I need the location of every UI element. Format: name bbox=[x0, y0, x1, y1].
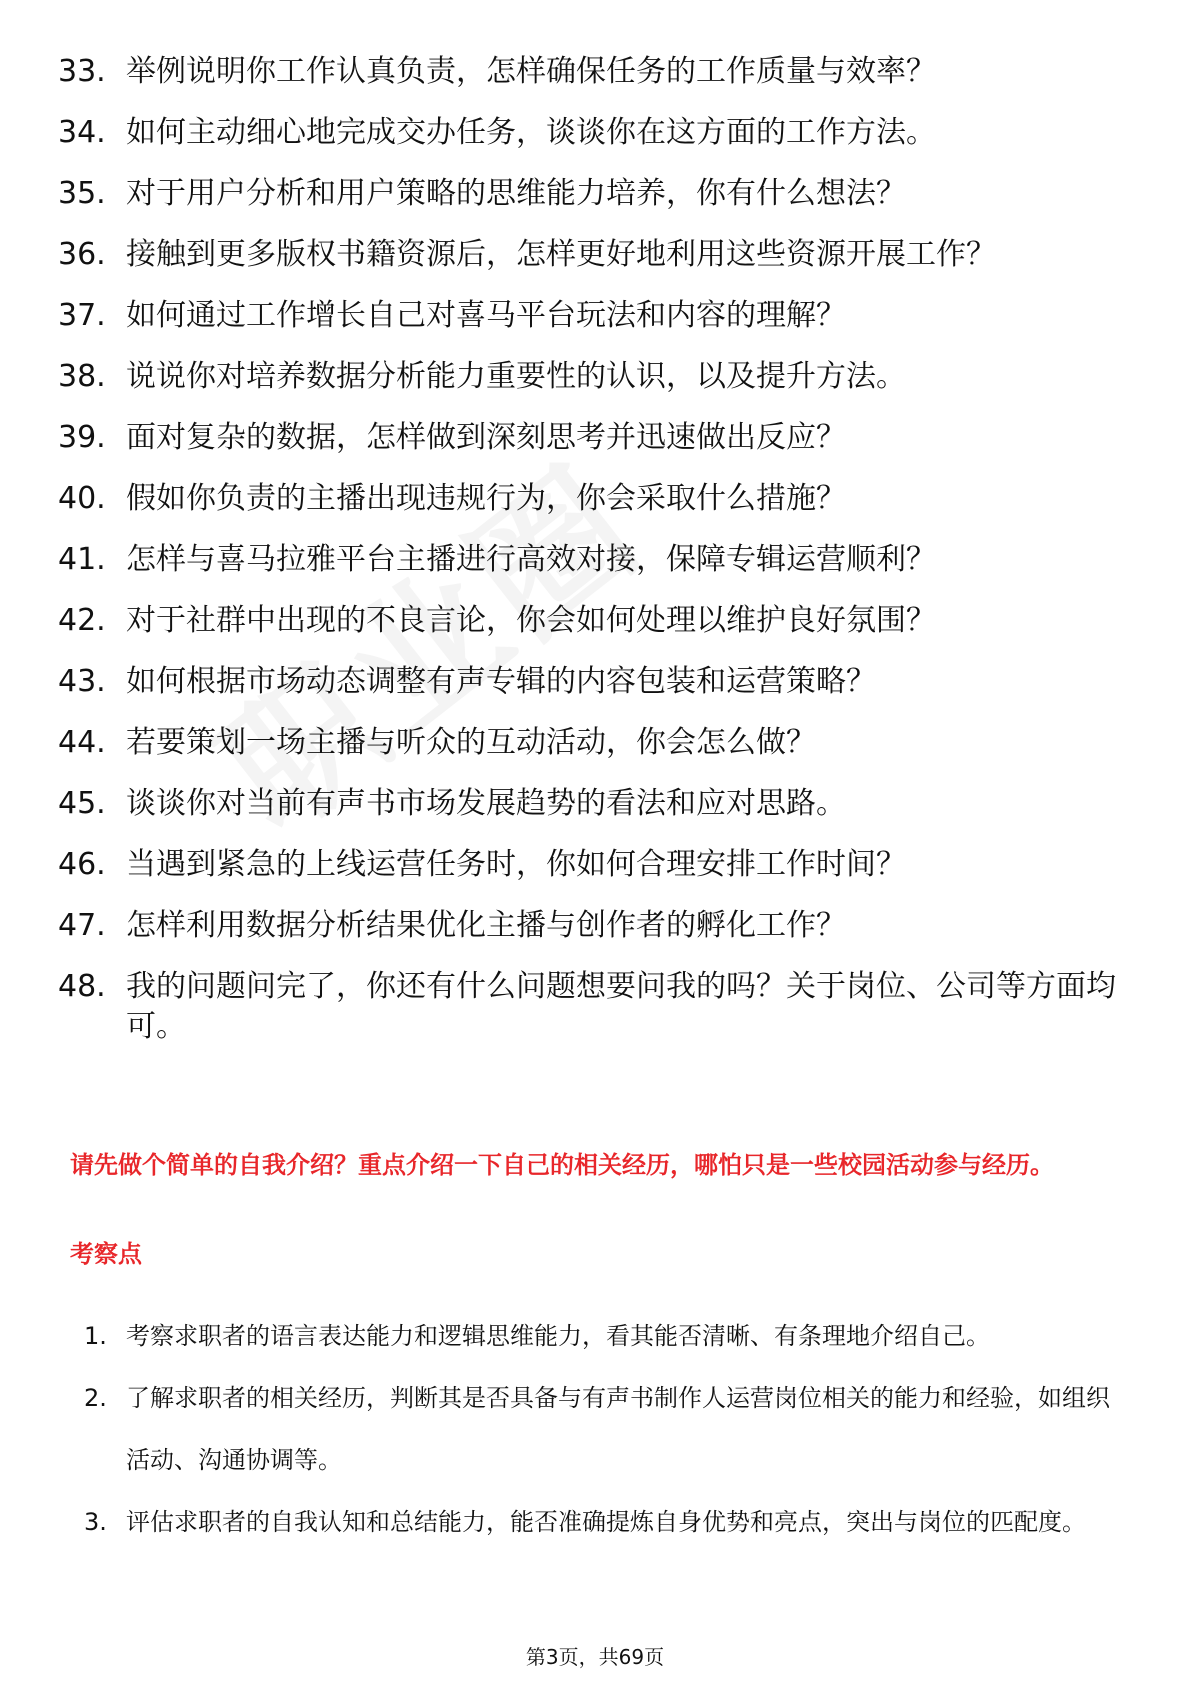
list-item bbox=[58, 418, 1138, 458]
list-item bbox=[58, 662, 1138, 702]
list-item bbox=[58, 174, 1138, 214]
item-number: 42. bbox=[58, 603, 106, 638]
assessment-points bbox=[84, 1305, 1124, 1553]
list-item bbox=[58, 296, 1138, 336]
list-item bbox=[58, 906, 1138, 946]
item-text: 了解求职者的相关经历，判断其是否具备与有声书制作人运营岗位相关的能力和经验，如组织活动、沟通协调等。 bbox=[126, 1384, 1110, 1474]
item-text: 我的问题问完了，你还有什么问题想要问我的吗？关于岗位、公司等方面均可。 bbox=[126, 969, 1116, 1044]
item-number: 38. bbox=[58, 359, 106, 394]
item-text: 评估求职者的自我认知和总结能力，能否准确提炼自身优势和亮点，突出与岗位的匹配度。 bbox=[126, 1508, 1086, 1536]
item-text: 考察求职者的语言表达能力和逻辑思维能力，看其能否清晰、有条理地介绍自己。 bbox=[126, 1322, 990, 1350]
item-text: 面对复杂的数据，怎样做到深刻思考并迅速做出反应？ bbox=[126, 420, 846, 455]
item-number: 47. bbox=[58, 908, 106, 943]
list-item bbox=[58, 113, 1138, 153]
highlight-question: 请先做个简单的自我介绍？重点介绍一下自己的相关经历，哪怕只是一些校园活动参与经历。 bbox=[70, 1151, 1054, 1179]
item-text: 怎样与喜马拉雅平台主播进行高效对接，保障专辑运营顺利？ bbox=[126, 542, 936, 577]
item-text: 举例说明你工作认真负责，怎样确保任务的工作质量与效率？ bbox=[126, 54, 936, 89]
item-text: 如何主动细心地完成交办任务，谈谈你在这方面的工作方法。 bbox=[126, 115, 936, 150]
item-text: 当遇到紧急的上线运营任务时，你如何合理安排工作时间？ bbox=[126, 847, 906, 882]
item-text: 对于社群中出现的不良言论，你会如何处理以维护良好氛围？ bbox=[126, 603, 936, 638]
item-number: 40. bbox=[58, 481, 106, 516]
item-text: 接触到更多版权书籍资源后，怎样更好地利用这些资源开展工作？ bbox=[126, 237, 996, 272]
item-number: 48. bbox=[58, 969, 106, 1004]
list-item bbox=[58, 723, 1138, 763]
item-number: 46. bbox=[58, 847, 106, 882]
item-number: 37. bbox=[58, 298, 106, 333]
item-number: 44. bbox=[58, 725, 106, 760]
item-text: 谈谈你对当前有声书市场发展趋势的看法和应对思路。 bbox=[126, 786, 846, 821]
section-title: 考察点 bbox=[70, 1240, 142, 1268]
item-text: 若要策划一场主播与听众的互动活动，你会怎么做？ bbox=[126, 725, 816, 760]
item-text: 怎样利用数据分析结果优化主播与创作者的孵化工作？ bbox=[126, 908, 846, 943]
list-item bbox=[58, 967, 1138, 1047]
list-item bbox=[58, 479, 1138, 519]
item-number: 41. bbox=[58, 542, 106, 577]
item-text: 对于用户分析和用户策略的思维能力培养，你有什么想法？ bbox=[126, 176, 906, 211]
item-number: 2. bbox=[84, 1384, 107, 1412]
item-text: 假如你负责的主播出现违规行为，你会采取什么措施？ bbox=[126, 481, 846, 516]
question-list bbox=[58, 52, 1138, 1068]
list-item bbox=[58, 357, 1138, 397]
list-item bbox=[58, 784, 1138, 824]
item-text: 如何通过工作增长自己对喜马平台玩法和内容的理解？ bbox=[126, 298, 846, 333]
item-number: 39. bbox=[58, 420, 106, 455]
list-item bbox=[58, 540, 1138, 580]
list-item bbox=[58, 52, 1138, 92]
item-number: 35. bbox=[58, 176, 106, 211]
list-item bbox=[58, 845, 1138, 885]
list-item bbox=[58, 601, 1138, 641]
item-number: 45. bbox=[58, 786, 106, 821]
list-item bbox=[84, 1491, 1124, 1553]
list-item bbox=[84, 1305, 1124, 1367]
item-number: 1. bbox=[84, 1322, 107, 1350]
list-item bbox=[58, 235, 1138, 275]
list-item bbox=[84, 1367, 1124, 1491]
item-number: 36. bbox=[58, 237, 106, 272]
item-number: 43. bbox=[58, 664, 106, 699]
item-text: 说说你对培养数据分析能力重要性的认识，以及提升方法。 bbox=[126, 359, 906, 394]
item-number: 34. bbox=[58, 115, 106, 150]
page-footer: 第3页，共69页 bbox=[525, 1645, 665, 1669]
item-text: 如何根据市场动态调整有声专辑的内容包装和运营策略？ bbox=[126, 664, 876, 699]
item-number: 33. bbox=[58, 54, 106, 89]
item-number: 3. bbox=[84, 1508, 107, 1536]
